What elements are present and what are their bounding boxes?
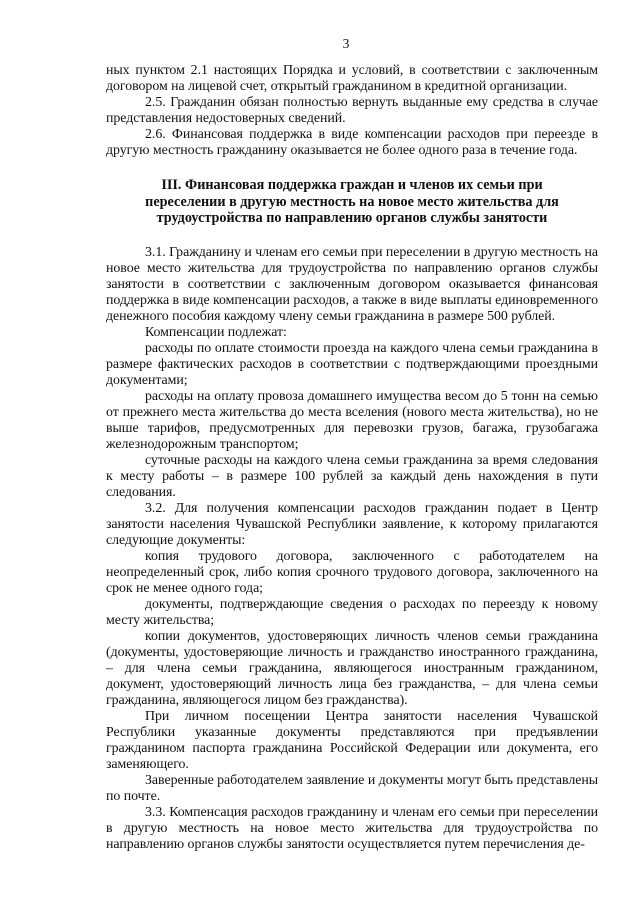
paragraph-property-transport: расходы на оплату провоза домашнего имущества весом до 5 тонн на семью от прежнего места жительства до места вселения (нового места жительства), но не выше тарифов, предусмотренных для перевозки грузов, багажа, грузобагажа железнодорожным транспортом;: [106, 388, 598, 452]
paragraph-continuation: ных пунктом 2.1 настоящих Порядка и условий, в соответствии с заключенным договором на лицевой счет, открытый гражданином в кредитной организации.: [106, 63, 598, 94]
paragraph-3-1: 3.1. Гражданину и членам его семьи при переселении в другую местность на новое место жительства для трудоустройства по направлению органов службы занятости в соответствии с заключенным договором оказывается финансовая поддержка в виде компенсации расходов, а также в виде выплаты единовременного денежного пособия каждому члену семьи гражданина в размере 500 рублей.: [106, 244, 598, 324]
paragraph-personal-visit: При личном посещении Центра занятости населения Чувашской Республики указанные документы представляются при предъявлении гражданином паспорта гражданина Российской Федерации или документа, его заменяющего.: [106, 708, 598, 772]
paragraph-daily-allowance: суточные расходы на каждого члена семьи гражданина за время следования к месту работы – в размере 100 рублей за каждый день нахождения в пути следования.: [106, 452, 598, 500]
paragraph-travel-costs: расходы по оплате стоимости проезда на каждого члена семьи гражданина в размере фактических расходов в соответствии с подтверждающими проездными документами;: [106, 340, 598, 388]
page-number: 3: [342, 36, 350, 51]
paragraph-identity-documents: копии документов, удостоверяющих личность членов семьи гражданина (документы, удостоверяющие личность и гражданство иностранного гражданина, – для члена семьи гражданина, являющегося иностранным гражданином, документ, удостоверяющий личность лица без гражданства, – для члена семьи гражданина, являющегося лицом без гражданства).: [106, 628, 598, 708]
paragraph-by-mail: Заверенные работодателем заявление и документы могут быть представлены по почте.: [106, 772, 599, 804]
paragraph-3-3: 3.3. Компенсация расходов гражданину и членам его семьи при переселении в другую местность на новое место жительства для трудоустройства по направлению органов службы занятости осуществляется путем перечисления де-: [106, 804, 598, 852]
document-page: [106, 36, 598, 853]
section-title-iii: III. Финансовая поддержка граждан и членов их семьи при переселении в другую местность на новое место жительства для трудоустройства по направлению органов службы занятости: [145, 177, 559, 226]
paragraph-2-5: 2.5. Гражданин обязан полностью вернуть выданные ему средства в случае представления недостоверных сведений.: [106, 95, 598, 126]
paragraph-3-2: 3.2. Для получения компенсации расходов гражданин подает в Центр занятости населения Чувашской Республики заявление, к которому прилагаются следующие документы:: [106, 500, 598, 548]
paragraph-compensations-heading: Компенсации подлежат:: [145, 324, 287, 340]
paragraph-2-6: 2.6. Финансовая поддержка в виде компенсации расходов при переезде в другую местность гражданину оказывается не более одного раза в течение года.: [106, 127, 598, 158]
paragraph-expense-documents: документы, подтверждающие сведения о расходах по переезду к новому месту жительства;: [106, 596, 598, 628]
paragraph-employment-contract: копия трудового договора, заключенного с работодателем на неопределенный срок, либо копия срочного трудового договора, заключенного на срок не менее одного года;: [106, 548, 598, 596]
